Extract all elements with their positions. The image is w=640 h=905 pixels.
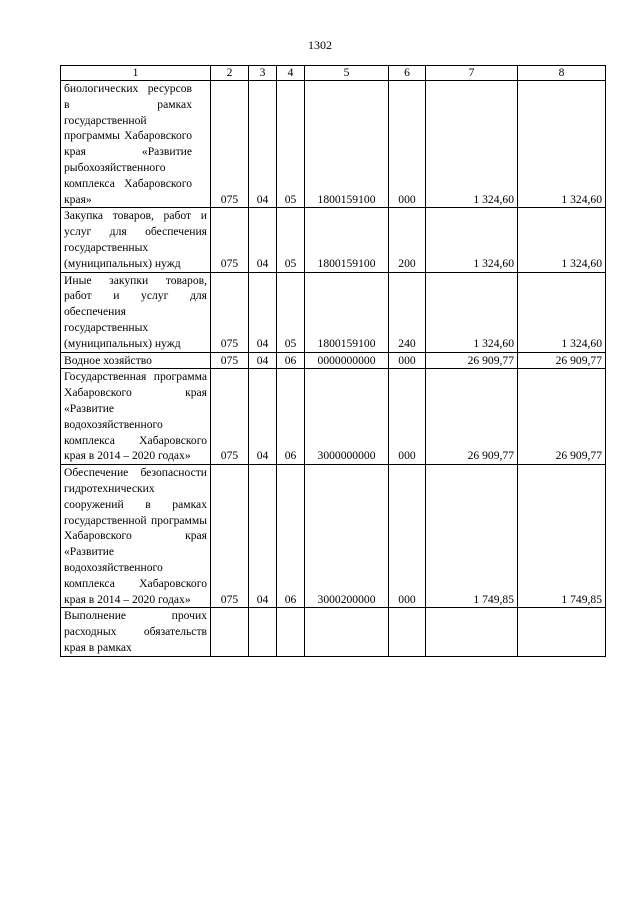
cell-target-article: 3000200000 <box>305 465 389 608</box>
cell-target-article: 0000000000 <box>305 352 389 369</box>
col-header-5: 5 <box>305 66 389 81</box>
table-row <box>61 465 606 608</box>
cell-target-article <box>305 608 389 656</box>
cell-admin-code: 075 <box>211 208 249 272</box>
cell-expense-type <box>389 608 426 656</box>
row-name: Иные закупки товаров, работ и услуг для обеспечения государственных (муниципальных) нужд <box>64 273 207 350</box>
table-row <box>61 369 606 465</box>
cell-section: 04 <box>249 272 277 352</box>
cell-amount-col8: 1 749,85 <box>518 465 606 608</box>
table-row <box>61 352 606 369</box>
col-header-3: 3 <box>249 66 277 81</box>
cell-expense-type: 000 <box>389 81 426 208</box>
row-name: Выполнение прочих расходных обязательств края в рамках <box>64 609 207 654</box>
cell-target-article: 1800159100 <box>305 81 389 208</box>
cell-subsection <box>277 608 305 656</box>
budget-table <box>60 65 606 657</box>
col-header-6: 6 <box>389 66 426 81</box>
cell-amount-col7: 26 909,77 <box>426 352 518 369</box>
cell-subsection: 06 <box>277 352 305 369</box>
table-row <box>61 81 606 208</box>
table-row <box>61 208 606 272</box>
cell-subsection: 05 <box>277 208 305 272</box>
cell-admin-code: 075 <box>211 369 249 465</box>
cell-subsection: 06 <box>277 369 305 465</box>
cell-amount-col8 <box>518 608 606 656</box>
cell-expense-type: 240 <box>389 272 426 352</box>
cell-subsection: 05 <box>277 81 305 208</box>
cell-expense-type: 000 <box>389 352 426 369</box>
col-header-7: 7 <box>426 66 518 81</box>
cell-amount-col8: 26 909,77 <box>518 369 606 465</box>
cell-amount-col8: 1 324,60 <box>518 81 606 208</box>
cell-amount-col8: 1 324,60 <box>518 208 606 272</box>
cell-subsection: 06 <box>277 465 305 608</box>
row-name: Обеспечение безопасности гидротехнических сооружений в рамках государственной программы Хабаровского края «Развитие водохозяйственного комплекса Хабаровского края в 2014 – 2020 годах» <box>64 466 207 606</box>
cell-target-article: 3000000000 <box>305 369 389 465</box>
cell-section <box>249 608 277 656</box>
cell-amount-col8: 26 909,77 <box>518 352 606 369</box>
col-header-2: 2 <box>211 66 249 81</box>
cell-subsection: 05 <box>277 272 305 352</box>
row-name: Водное хозяйство <box>64 353 152 367</box>
cell-amount-col7: 1 324,60 <box>426 81 518 208</box>
cell-admin-code: 075 <box>211 272 249 352</box>
cell-target-article: 1800159100 <box>305 272 389 352</box>
cell-amount-col8: 1 324,60 <box>518 272 606 352</box>
cell-section: 04 <box>249 208 277 272</box>
col-header-4: 4 <box>277 66 305 81</box>
cell-admin-code: 075 <box>211 465 249 608</box>
table-row <box>61 608 606 656</box>
cell-expense-type: 000 <box>389 369 426 465</box>
cell-target-article: 1800159100 <box>305 208 389 272</box>
cell-amount-col7: 1 324,60 <box>426 208 518 272</box>
cell-amount-col7: 1 324,60 <box>426 272 518 352</box>
row-name: Государственная программа Хабаровского края «Развитие водохозяйственного комплекса Хабаровского края в 2014 – 2020 годах» <box>64 370 207 463</box>
cell-admin-code: 075 <box>211 352 249 369</box>
col-header-1: 1 <box>61 66 211 81</box>
row-name: биологических ресурсов в рамках государственной программы Хабаровского края «Развитие рыбохозяйственного комплекса Хабаровского края» <box>64 82 192 206</box>
col-header-8: 8 <box>518 66 606 81</box>
cell-amount-col7: 26 909,77 <box>426 369 518 465</box>
table-row <box>61 272 606 352</box>
cell-section: 04 <box>249 81 277 208</box>
cell-amount-col7 <box>426 608 518 656</box>
header-row <box>61 66 606 81</box>
cell-section: 04 <box>249 352 277 369</box>
cell-admin-code <box>211 608 249 656</box>
page-number: 1302 <box>308 38 332 52</box>
cell-expense-type: 200 <box>389 208 426 272</box>
row-name: Закупка товаров, работ и услуг для обеспечения государственных (муниципальных) нужд <box>64 209 207 270</box>
cell-section: 04 <box>249 465 277 608</box>
cell-admin-code: 075 <box>211 81 249 208</box>
cell-amount-col7: 1 749,85 <box>426 465 518 608</box>
cell-section: 04 <box>249 369 277 465</box>
cell-expense-type: 000 <box>389 465 426 608</box>
